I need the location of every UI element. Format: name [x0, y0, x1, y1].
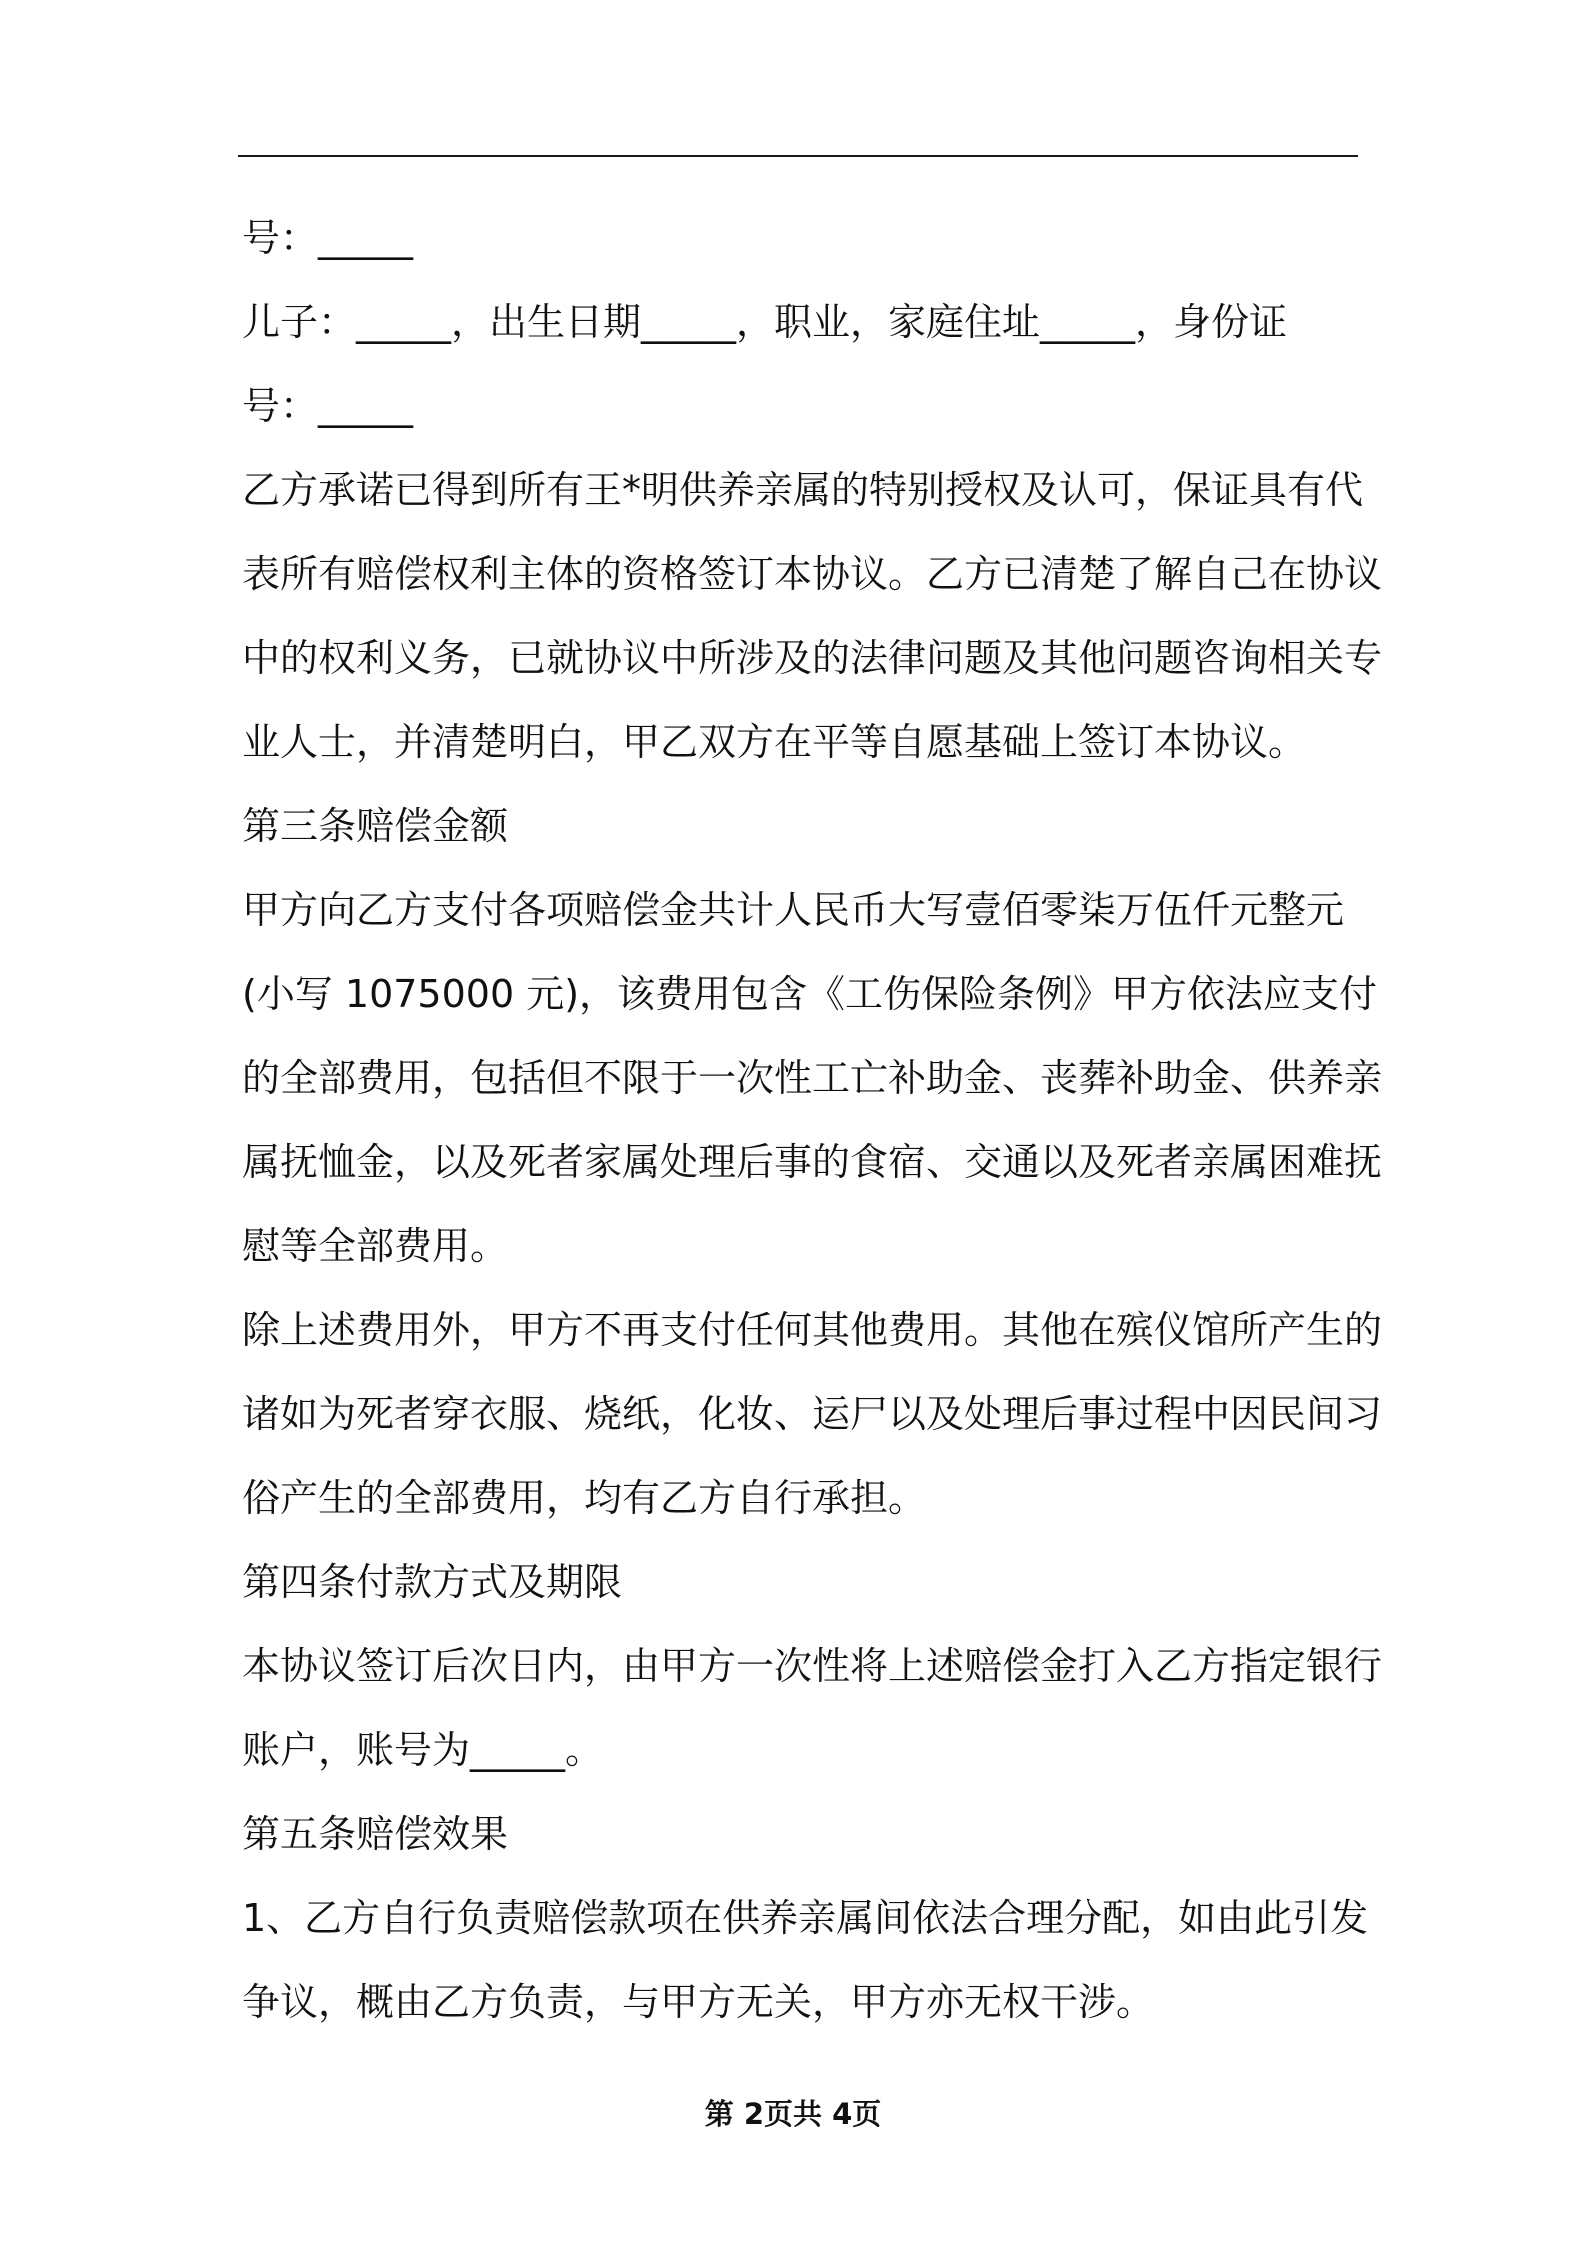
text-line-5: 表所有赔偿权利主体的资格签订本协议。乙方已清楚了解自己在协议 [242, 552, 1383, 596]
section-heading-article-5: 第五条赔偿效果 [242, 1812, 509, 1856]
header-rule [238, 155, 1358, 157]
text-line-19: 账户，账号为_____。 [242, 1728, 604, 1772]
text-line-18: 本协议签订后次日内，由甲方一次性将上述赔偿金打入乙方指定银行 [242, 1644, 1383, 1688]
text-line-14: 除上述费用外，甲方不再支付任何其他费用。其他在殡仪馆所产生的 [242, 1308, 1383, 1352]
page-number-footer: 第 2页共 4页 [704, 2097, 882, 2131]
document-body [242, 196, 1383, 2044]
section-heading-article-3: 第三条赔偿金额 [242, 804, 509, 848]
text-line-6: 中的权利义务，已就协议中所涉及的法律问题及其他问题咨询相关专 [242, 636, 1383, 680]
text-line-9: 甲方向乙方支付各项赔偿金共计人民币大写壹佰零柒万伍仟元整元 [242, 888, 1345, 932]
section-heading-article-4: 第四条付款方式及期限 [242, 1560, 623, 1604]
text-line-3: 号：_____ [242, 384, 414, 428]
text-line-21: 1、乙方自行负责赔偿款项在供养亲属间依法合理分配，如由此引发 [242, 1896, 1369, 1940]
text-line-13: 慰等全部费用。 [242, 1224, 509, 1268]
text-line-2: 儿子：_____，出生日期_____，职业，家庭住址_____，身份证 [242, 300, 1288, 344]
text-line-16: 俗产生的全部费用，均有乙方自行承担。 [242, 1476, 927, 1520]
text-line-15: 诸如为死者穿衣服、烧纸，化妆、运尸以及处理后事过程中因民间习 [242, 1392, 1383, 1436]
text-line-4: 乙方承诺已得到所有王*明供养亲属的特别授权及认可，保证具有代 [242, 468, 1364, 512]
text-line-11: 的全部费用，包括但不限于一次性工亡补助金、丧葬补助金、供养亲 [242, 1056, 1383, 1100]
text-line-1: 号：_____ [242, 216, 414, 260]
text-line-12: 属抚恤金，以及死者家属处理后事的食宿、交通以及死者亲属困难抚 [242, 1140, 1383, 1184]
text-line-22: 争议，概由乙方负责，与甲方无关，甲方亦无权干涉。 [242, 1980, 1155, 2024]
text-line-7: 业人士，并清楚明白，甲乙双方在平等自愿基础上签订本协议。 [242, 720, 1307, 764]
text-line-10: (小写 1075000 元)，该费用包含《工伤保险条例》甲方依法应支付 [242, 972, 1378, 1016]
